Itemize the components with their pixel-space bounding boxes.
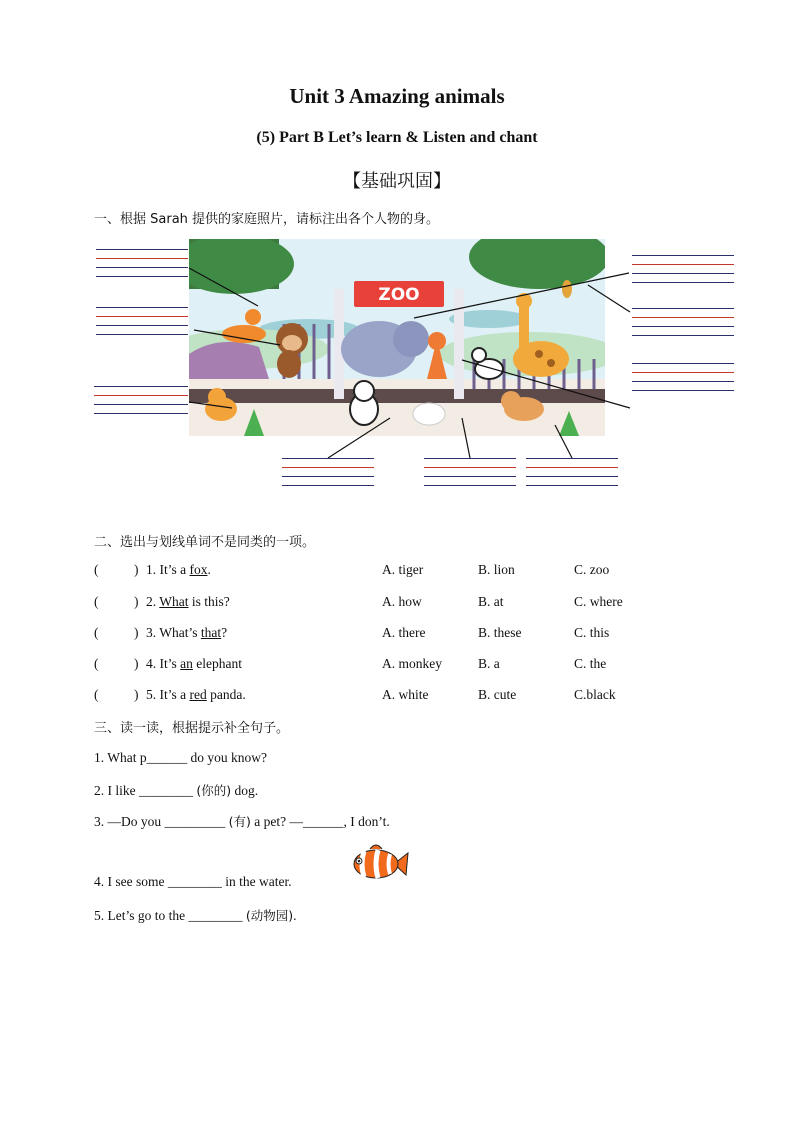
q3-sentence-3[interactable] <box>94 812 390 830</box>
item-underlined-word: that <box>200 625 222 640</box>
q2-item-1 <box>94 562 714 580</box>
sentence-text: 5. Let’s go to the ________ <box>94 908 246 923</box>
answer-paren-open[interactable]: ( <box>94 656 99 671</box>
option-a: A. white <box>382 687 429 702</box>
item-number: 2. <box>146 594 157 609</box>
option-c: C.black <box>574 687 616 702</box>
zoo-sign-text: ZOO <box>378 285 420 305</box>
item-text-post: elephant <box>192 656 242 671</box>
item-text-post: is this? <box>188 594 230 609</box>
answer-paren-close[interactable]: ) <box>134 687 139 702</box>
item-text-post: ? <box>221 625 228 640</box>
item-text-pre: It’s a <box>159 562 190 577</box>
q2-item-5 <box>94 687 714 705</box>
answer-paren-open[interactable]: ( <box>94 594 99 609</box>
answer-lines-right-3[interactable] <box>632 363 734 399</box>
item-text-post: panda. <box>206 687 246 702</box>
answer-paren-open[interactable]: ( <box>94 625 99 640</box>
clownfish-icon <box>350 843 410 885</box>
option-c: C. where <box>574 594 623 609</box>
option-b: B. a <box>478 656 500 671</box>
answer-paren-close[interactable]: ) <box>134 594 139 609</box>
section-mark: 【基础巩固】 <box>343 171 451 192</box>
answer-lines-right-2[interactable] <box>632 308 734 344</box>
sentence-text: a pet? —______, I don’t. <box>250 814 390 829</box>
sentence-text: dog. <box>231 783 259 798</box>
option-a: A. tiger <box>382 562 424 577</box>
page-subtitle: (5) Part B Let’s learn & Listen and chant <box>256 129 538 146</box>
item-number: 5. <box>146 687 157 702</box>
q2-item-2 <box>94 594 714 612</box>
item-number: 4. <box>146 656 157 671</box>
item-text-pre: It’s <box>159 656 181 671</box>
option-a: A. monkey <box>382 656 442 671</box>
option-c: C. the <box>574 656 607 671</box>
q2-item-4 <box>94 656 714 674</box>
answer-paren-open[interactable]: ( <box>94 562 99 577</box>
item-underlined-word: red <box>189 687 207 702</box>
answer-lines-left-3[interactable] <box>94 386 188 422</box>
option-c: C. this <box>574 625 610 640</box>
chinese-hint: (动物园) <box>245 908 294 923</box>
answer-lines-right-1[interactable] <box>632 255 734 291</box>
item-number: 3. <box>146 625 157 640</box>
chinese-hint: (你的) <box>196 783 232 798</box>
item-underlined-word: fox <box>189 562 208 577</box>
item-text-pre: What’s <box>159 625 201 640</box>
answer-lines-bottom-1[interactable] <box>282 458 374 494</box>
answer-lines-bottom-2[interactable] <box>424 458 516 494</box>
option-b: B. lion <box>478 562 515 577</box>
option-b: B. at <box>478 594 504 609</box>
sentence-text: . <box>293 908 297 923</box>
option-a: A. there <box>382 625 426 640</box>
chinese-hint: (有) <box>228 814 251 829</box>
answer-paren-open[interactable]: ( <box>94 687 99 702</box>
q3-heading: 三、读一读，根据提示补全句子。 <box>94 721 290 736</box>
item-number: 1. <box>146 562 157 577</box>
page-title: Unit 3 Amazing animals <box>289 84 505 108</box>
q1-heading: 一、根据 Sarah 提供的家庭照片，请标注出各个人物的身。 <box>94 212 440 227</box>
q3-sentence-5[interactable] <box>94 906 297 924</box>
q2-heading: 二、选出与划线单词不是同类的一项。 <box>94 535 316 550</box>
answer-lines-left-1[interactable] <box>96 249 188 285</box>
option-b: B. cute <box>478 687 517 702</box>
item-underlined-word: an <box>180 656 193 671</box>
q2-item-3 <box>94 625 714 643</box>
sentence-text: 3. —Do you _________ <box>94 814 229 829</box>
sentence-text: 2. I like ________ <box>94 783 197 798</box>
q3-sentence-2[interactable] <box>94 781 258 799</box>
option-b: B. these <box>478 625 522 640</box>
answer-lines-bottom-3[interactable] <box>526 458 618 494</box>
answer-lines-left-2[interactable] <box>96 307 188 343</box>
answer-paren-close[interactable]: ) <box>134 625 139 640</box>
q3-sentence-1[interactable]: 1. What p______ do you know? <box>94 750 267 765</box>
item-underlined-word: What <box>159 594 189 609</box>
option-a: A. how <box>382 594 422 609</box>
item-text-pre: It’s a <box>159 687 190 702</box>
item-text-post: . <box>207 562 211 577</box>
answer-paren-close[interactable]: ) <box>134 656 139 671</box>
q3-sentence-4[interactable]: 4. I see some ________ in the water. <box>94 874 292 889</box>
answer-paren-close[interactable]: ) <box>134 562 139 577</box>
option-c: C. zoo <box>574 562 610 577</box>
